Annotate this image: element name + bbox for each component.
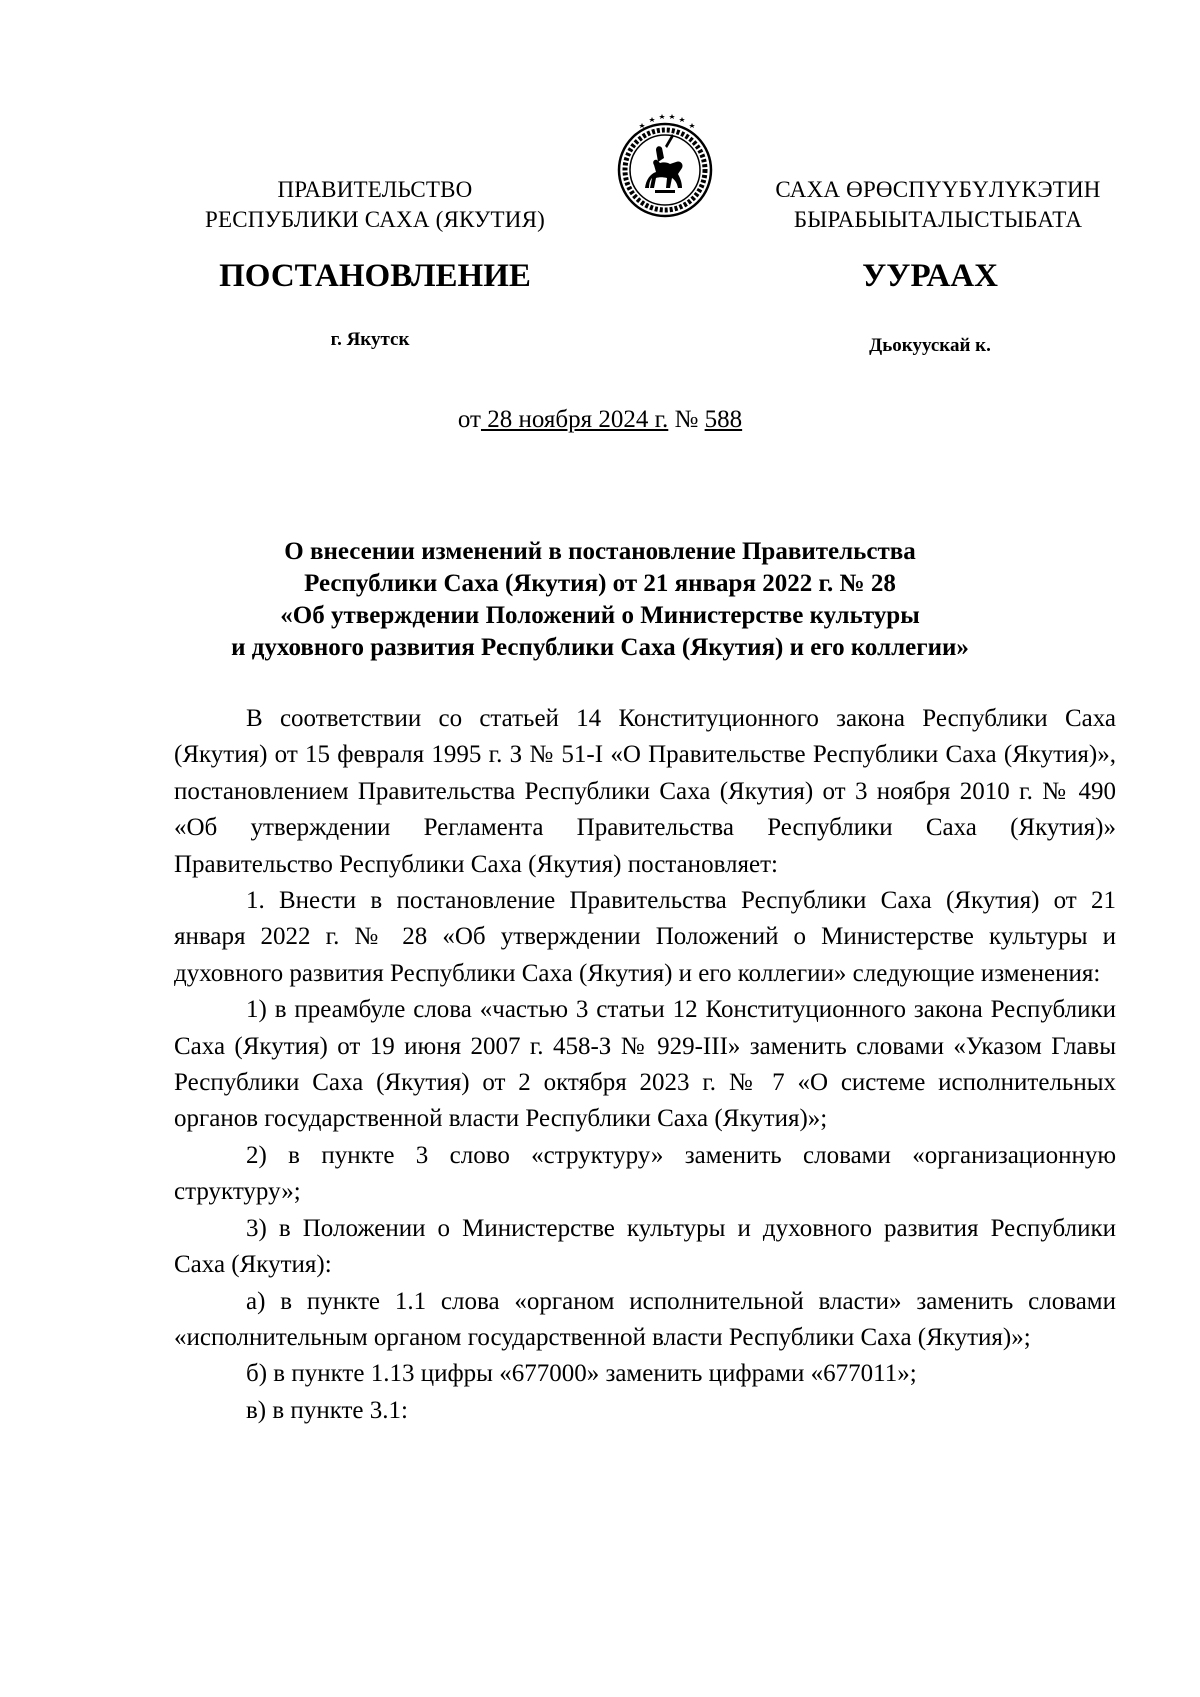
government-name-yakut-line-1: САХА ӨРӨСПҮҮБҮЛҮКЭТИН (775, 177, 1101, 202)
coat-of-arms-icon (610, 110, 720, 220)
document-date: 28 ноября 2024 г. (480, 406, 669, 433)
body-paragraph: б) в пункте 1.13 цифры «677000» заменить цифрами «677011»; (246, 1360, 917, 1388)
body-paragraph: в) в пункте 3.1: (246, 1396, 408, 1424)
document-type-russian: ПОСТАНОВЛЕНИЕ (219, 258, 531, 294)
body-paragraph: 1. Внести в постановление Правительства Республики Саха (Якутия) от 21 января 2022 г. № 28 «Об утверждении Положений о Министерстве культуры и духовного развития Республики Саха (Якутия) и его коллегии» следующие изменения: (174, 887, 1116, 987)
body-paragraph: 3) в Положении о Министерстве культуры и духовного развития Республики Саха (Якутия): (174, 1214, 1116, 1279)
number-sign: № (668, 406, 705, 433)
body-paragraph: В соответствии со статьей 14 Конституционного закона Республики Саха (Якутия) от 15 февраля 1995 г. З № 51-I «О Правительстве Республики Саха (Якутия)», постановлением Правительства Республики Саха (Якутия) от 3 ноября 2010 г. № 490 «Об утверждении Регламента Правительства Республики Саха (Якутия)» Правительство Республики Саха (Якутия) постановляет: (174, 705, 1116, 878)
title-line: и духовного развития Республики Саха (Якутия) и его коллегии» (231, 634, 969, 661)
title-line: Республики Саха (Якутия) от 21 января 2022 г. № 28 (304, 570, 896, 597)
title-line: О внесении изменений в постановление Правительства (284, 538, 916, 565)
title-line: «Об утверждении Положений о Министерстве культуры (280, 602, 920, 629)
date-prefix: от (457, 406, 481, 433)
body-paragraph: 2) в пункте 3 слово «структуру» заменить словами «организационную структуру»; (174, 1141, 1116, 1206)
government-name-yakut (748, 175, 1128, 235)
body-paragraph: а) в пункте 1.1 слова «органом исполнительной власти» заменить словами «исполнительным органом государственной власти Республики Саха (Якутия)»; (174, 1287, 1116, 1351)
document-number: 588 (704, 406, 743, 433)
document-type-yakut: УУРААХ (862, 258, 998, 294)
government-name-line-1: ПРАВИТЕЛЬСТВО (277, 177, 473, 202)
document-title (170, 536, 1030, 664)
government-name-yakut-line-2: БЫРАБЫЫТАЛЫСТЫБАТА (793, 207, 1083, 232)
city-russian: г. Якутск (330, 329, 410, 350)
body-paragraph: 1) в преамбуле слова «частью 3 статьи 12 Конституционного закона Республики Саха (Якутия) от 19 июня 2007 г. 458-З № 929-III» заменить словами «Указом Главы Республики Саха (Якутия) от 2 октября 2023 г. № 7 «О системе исполнительных органов государственной власти Республики Саха (Якутия)»; (174, 996, 1116, 1133)
government-name-russian (180, 175, 570, 235)
document-body (174, 701, 1116, 1429)
document-date-number (300, 405, 900, 435)
city-yakut: Дьокуускай к. (869, 335, 991, 356)
government-name-line-2: РЕСПУБЛИКИ САХА (ЯКУТИЯ) (204, 207, 546, 232)
